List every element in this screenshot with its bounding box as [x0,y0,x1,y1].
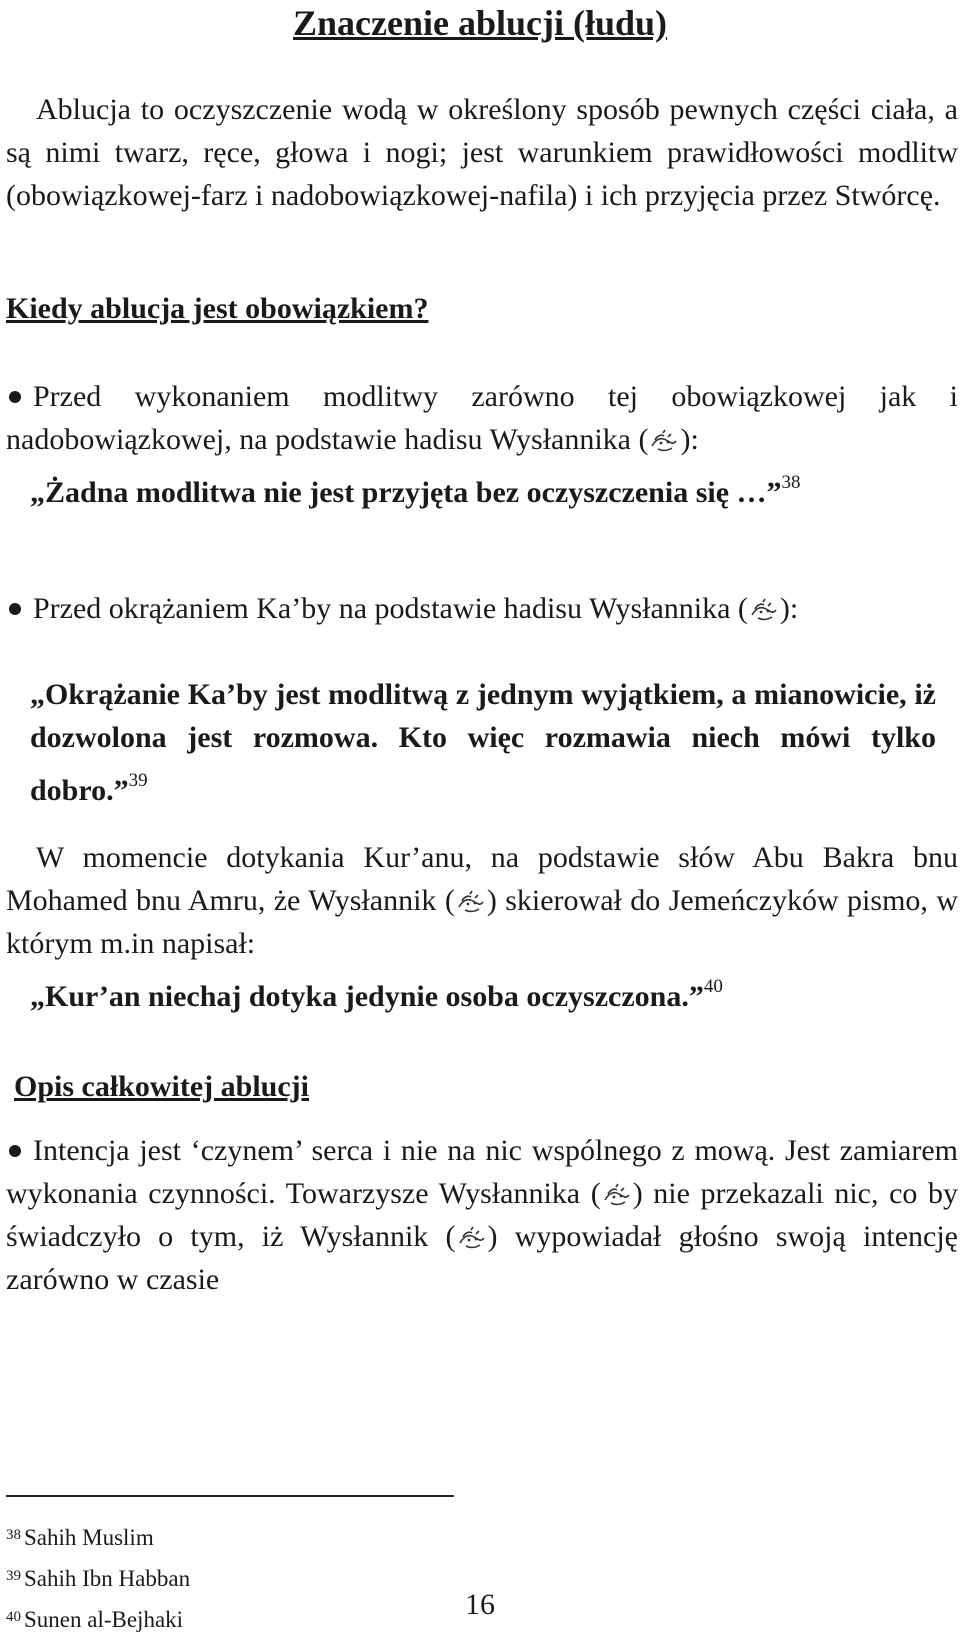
page-title: Znaczenie ablucji (łudu) [292,3,668,43]
footnote-number: 40 [6,1609,21,1625]
quote-text: „Żadna modlitwa nie jest przyjęta bez oczyszczenia się …” [30,476,782,509]
item-text: Przed okrążaniem Ka’by na podstawie hadisu Wysłannika ( [33,592,748,625]
footnote [6,1516,190,1557]
salawat-calligraphy-icon [457,1225,487,1251]
quote [30,965,936,1018]
footnote-ref: 39 [128,770,148,791]
footnote-text: Sahih Muslim [24,1525,154,1550]
item-text-tail: ): [680,423,699,456]
footnote-number: 39 [6,1568,21,1584]
footnote-divider [6,1495,454,1497]
bullet-icon [9,603,21,615]
item-text: Intencja jest ‘czynem’ serca i nie na nic wspólnego z mową. Jest zamiarem wykonania czynności. Towarzysze Wysłannika ( [6,1134,958,1210]
salawat-calligraphy-icon [602,1182,632,1208]
footnote-ref: 38 [781,472,801,493]
item-text-middle: ) nie przekazali nic, co by świadczyło o tym, iż Wysłannik ( [6,1177,958,1253]
paragraph [6,836,958,965]
intro-paragraph: Ablucja to oczyszczenie wodą w określony sposób pewnych części ciała, a są nimi twarz, ręce, głowa i nogi; jest warunkiem prawidłowości modlitw (obowiązkowej-farz i nadobowiązkowej-nafila) i ich przyjęcia przez Stwórcę. [6,93,958,212]
footnote-text: Sunen al-Bejhaki [24,1607,184,1632]
item-text-tail: ) wypowiadał głośno swoją intencję zarówno w czasie [6,1220,958,1296]
bullet-icon [9,1145,21,1157]
quote-text: „Kur’an niechaj dotyka jedynie osoba oczyszczona.” [30,980,704,1013]
section-heading-when: Kiedy ablucja jest obowiązkiem? [6,292,429,325]
quote-text: „Okrążanie Ka’by jest modlitwą z jednym wyjątkiem, a mianowicie, iż dozwolona jest rozmowa. Kto więc rozmawia niech mówi tylko dobro.” [30,678,936,807]
salawat-calligraphy-icon [456,889,486,915]
paragraph-text-tail: ) skierował do Jemeńczyków pismo, w którym m.in napisał: [6,884,958,960]
list-item [6,1129,958,1301]
hadith-quote [30,461,936,514]
salawat-calligraphy-icon [649,428,679,454]
item-text-tail: ): [779,592,799,625]
list-item [6,375,958,461]
footnote-ref: 40 [703,976,723,997]
hadith-quote [30,673,936,812]
footnote-number: 38 [6,1527,21,1543]
section-heading-description: Opis całkowitej ablucji [14,1070,310,1103]
footnote-text: Sahih Ibn Habban [24,1566,191,1591]
salawat-calligraphy-icon [749,597,779,623]
item-text: Przed wykonaniem modlitwy zarówno tej obowiązkowej jak i nadobowiązkowej, na podstawie hadisu Wysłannika ( [6,380,958,456]
list-item [6,587,958,630]
page-number: 16 [465,1588,495,1621]
bullet-icon [9,391,21,403]
paragraph-text: W momencie dotykania Kur’anu, na podstawie słów Abu Bakra bnu Mohamed bnu Amru, że Wysłannik ( [6,841,958,917]
